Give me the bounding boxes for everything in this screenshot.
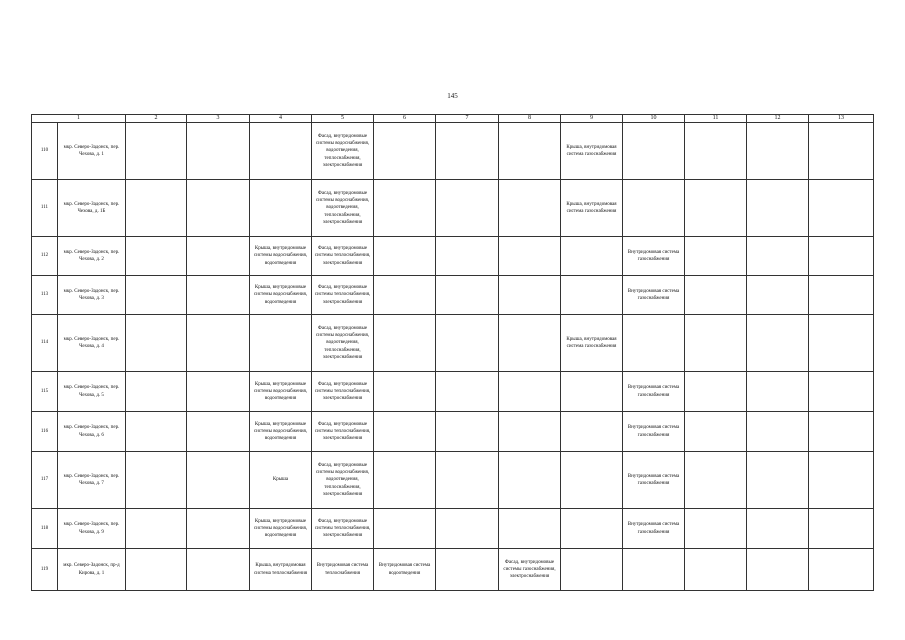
table-cell — [499, 123, 561, 180]
row-number: 118 — [32, 509, 58, 549]
table-cell: Внутридомовая система водоотведения — [374, 549, 436, 591]
table-cell — [374, 180, 436, 237]
table-row — [32, 123, 874, 180]
table-cell: Крыша, внутридомовая система газоснабжения — [561, 180, 623, 237]
table-cell — [374, 123, 436, 180]
table-cell — [747, 372, 809, 412]
table-cell — [374, 509, 436, 549]
address-cell: мкр. Северо-Задонск, пр-д Кирова, д. 1 — [58, 549, 126, 591]
table-cell — [809, 412, 874, 452]
page-number: 145 — [447, 92, 458, 100]
table-cell — [250, 315, 312, 372]
table-cell: Фасад, внутридомовые системы газоснабжения, электроснабжения — [499, 549, 561, 591]
address-cell: мкр. Северо-Задонск, пер. Чехова, д. 2 — [58, 237, 126, 276]
table-cell — [561, 549, 623, 591]
table-row — [32, 452, 874, 509]
table-cell: Фасад, внутридомовые системы водоснабжения, водоотведения, теплоснабжения, электроснабжения — [312, 180, 374, 237]
address-cell: мкр. Северо-Задонск, пер. Чехова, д. 6 — [58, 412, 126, 452]
row-number: 113 — [32, 276, 58, 315]
table-cell — [187, 372, 250, 412]
table-cell: Крыша, внутридомовые системы водоснабжения, водоотведения — [250, 276, 312, 315]
table-cell — [374, 412, 436, 452]
table-cell — [250, 123, 312, 180]
table-cell — [436, 549, 499, 591]
table-cell — [685, 509, 747, 549]
address-cell: мкр. Северо-Задонск, пер. Чехова, д. 5 — [58, 372, 126, 412]
table-cell — [126, 412, 187, 452]
table-cell — [126, 237, 187, 276]
row-number: 115 — [32, 372, 58, 412]
table-row — [32, 412, 874, 452]
table-cell — [623, 123, 685, 180]
table-cell — [747, 237, 809, 276]
table-cell — [809, 549, 874, 591]
table-cell — [187, 315, 250, 372]
buildings-table — [31, 114, 874, 591]
table-cell — [561, 452, 623, 509]
table-cell — [747, 123, 809, 180]
row-number: 116 — [32, 412, 58, 452]
table-cell — [747, 180, 809, 237]
address-cell: мкр. Северо-Задонск, пер. Чехова, д. 7 — [58, 452, 126, 509]
table-cell: Фасад, внутридомовые системы теплоснабжения, электроснабжения — [312, 276, 374, 315]
table-cell — [809, 123, 874, 180]
table-cell — [374, 372, 436, 412]
table-cell — [126, 509, 187, 549]
header-cell: 13 — [809, 115, 874, 123]
table-cell — [499, 412, 561, 452]
table-cell: Внутридомовая система газоснабжения — [623, 509, 685, 549]
row-number: 110 — [32, 123, 58, 180]
table-cell — [374, 315, 436, 372]
table-cell: Внутридомовая система газоснабжения — [623, 452, 685, 509]
table-cell — [809, 509, 874, 549]
table-cell — [126, 452, 187, 509]
table-cell — [747, 549, 809, 591]
table-cell — [685, 276, 747, 315]
table-cell — [685, 180, 747, 237]
table-cell — [126, 276, 187, 315]
table-cell — [436, 509, 499, 549]
table-cell — [499, 180, 561, 237]
table-cell — [685, 372, 747, 412]
table-cell — [436, 452, 499, 509]
table-cell: Фасад, внутридомовые системы теплоснабжения, электроснабжения — [312, 237, 374, 276]
table-cell — [809, 237, 874, 276]
header-cell: 11 — [685, 115, 747, 123]
table-cell — [436, 315, 499, 372]
header-cell: 4 — [250, 115, 312, 123]
table-cell: Крыша, внутридомовые системы водоснабжения, водоотведения — [250, 372, 312, 412]
table-cell — [187, 180, 250, 237]
table-cell — [187, 452, 250, 509]
table-cell — [685, 237, 747, 276]
table-cell — [126, 549, 187, 591]
table-cell — [436, 372, 499, 412]
table-row — [32, 237, 874, 276]
table-cell: Фасад, внутридомовые системы водоснабжения, водоотведения, теплоснабжения, электроснабжения — [312, 452, 374, 509]
table-cell — [499, 276, 561, 315]
row-number: 119 — [32, 549, 58, 591]
address-cell: мкр. Северо-Задонск, пер. Чехова, д. 3 — [58, 276, 126, 315]
table-cell: Крыша — [250, 452, 312, 509]
header-cell: 12 — [747, 115, 809, 123]
table-cell — [685, 549, 747, 591]
table-cell — [187, 549, 250, 591]
table-cell — [561, 509, 623, 549]
table-header-row — [32, 115, 874, 123]
table-cell — [126, 123, 187, 180]
header-cell: 7 — [436, 115, 499, 123]
table-cell — [561, 276, 623, 315]
table-cell — [561, 237, 623, 276]
table-cell — [685, 315, 747, 372]
table-cell: Крыша, внутридомовая система газоснабжения — [561, 123, 623, 180]
table-cell — [685, 452, 747, 509]
table-cell: Фасад, внутридомовые системы теплоснабжения, электроснабжения — [312, 509, 374, 549]
table-cell — [436, 237, 499, 276]
address-cell: мкр. Северо-Задонск, пер. Чехова, д. 1Б — [58, 180, 126, 237]
header-cell: 1 — [32, 115, 126, 123]
table-row — [32, 372, 874, 412]
row-number: 112 — [32, 237, 58, 276]
table-cell — [809, 452, 874, 509]
table-cell — [436, 180, 499, 237]
table-cell — [126, 180, 187, 237]
table-cell — [685, 123, 747, 180]
table-cell — [685, 412, 747, 452]
table-cell — [809, 315, 874, 372]
table-cell — [436, 123, 499, 180]
table-cell — [126, 315, 187, 372]
header-cell: 3 — [187, 115, 250, 123]
row-number: 117 — [32, 452, 58, 509]
row-number: 111 — [32, 180, 58, 237]
table-cell — [374, 452, 436, 509]
table-cell — [499, 452, 561, 509]
table-cell — [499, 509, 561, 549]
table-cell: Крыша, внутридомовая система теплоснабжения — [250, 549, 312, 591]
table-cell: Внутридомовая система газоснабжения — [623, 237, 685, 276]
table-cell — [436, 276, 499, 315]
table-cell — [561, 412, 623, 452]
table-cell — [747, 509, 809, 549]
table-cell — [187, 509, 250, 549]
table-cell — [747, 452, 809, 509]
table-cell — [561, 372, 623, 412]
table-cell — [747, 315, 809, 372]
table-cell — [809, 180, 874, 237]
header-cell: 2 — [126, 115, 187, 123]
address-cell: мкр. Северо-Задонск, пер. Чехова, д. 1 — [58, 123, 126, 180]
table-row — [32, 315, 874, 372]
address-cell: мкр. Северо-Задонск, пер. Чехова, д. 9 — [58, 509, 126, 549]
header-cell: 6 — [374, 115, 436, 123]
table-cell — [623, 315, 685, 372]
header-cell: 10 — [623, 115, 685, 123]
table-cell — [623, 180, 685, 237]
table-cell: Крыша, внутридомовые системы водоснабжения, водоотведения — [250, 509, 312, 549]
table-cell — [187, 237, 250, 276]
table-cell: Фасад, внутридомовые системы теплоснабжения, электроснабжения — [312, 372, 374, 412]
row-number: 114 — [32, 315, 58, 372]
table-cell: Крыша, внутридомовая система газоснабжения — [561, 315, 623, 372]
table-cell — [126, 372, 187, 412]
table-cell — [187, 412, 250, 452]
table-cell: Фасад, внутридомовые системы теплоснабжения, электроснабжения — [312, 412, 374, 452]
table-cell — [747, 276, 809, 315]
table-cell: Внутридомовая система газоснабжения — [623, 276, 685, 315]
table-row — [32, 180, 874, 237]
table-cell: Фасад, внутридомовые системы водоснабжения, водоотведения, теплоснабжения, электроснабжения — [312, 315, 374, 372]
table-cell — [809, 372, 874, 412]
header-cell: 5 — [312, 115, 374, 123]
table-cell: Фасад, внутридомовые системы водоснабжения, водоотведения, теплоснабжения, электроснабжения — [312, 123, 374, 180]
header-cell: 9 — [561, 115, 623, 123]
table-cell — [809, 276, 874, 315]
table-cell: Внутридомовая система газоснабжения — [623, 372, 685, 412]
table-cell: Крыша, внутридомовые системы водоснабжения, водоотведения — [250, 412, 312, 452]
table-cell: Внутридомовая система газоснабжения — [623, 412, 685, 452]
table-cell — [374, 276, 436, 315]
table-row — [32, 276, 874, 315]
table-cell — [747, 412, 809, 452]
table-cell — [250, 180, 312, 237]
table-cell — [499, 315, 561, 372]
table-cell — [436, 412, 499, 452]
table-cell: Внутридомовая система теплоснабжения — [312, 549, 374, 591]
table-cell — [499, 372, 561, 412]
header-cell: 8 — [499, 115, 561, 123]
table-cell — [374, 237, 436, 276]
table-cell — [187, 276, 250, 315]
table-row — [32, 549, 874, 591]
address-cell: мкр. Северо-Задонск, пер. Чехова, д. 4 — [58, 315, 126, 372]
table-cell — [187, 123, 250, 180]
table-row — [32, 509, 874, 549]
table-cell — [623, 549, 685, 591]
table-cell: Крыша, внутридомовые системы водоснабжения, водоотведения — [250, 237, 312, 276]
table-cell — [499, 237, 561, 276]
